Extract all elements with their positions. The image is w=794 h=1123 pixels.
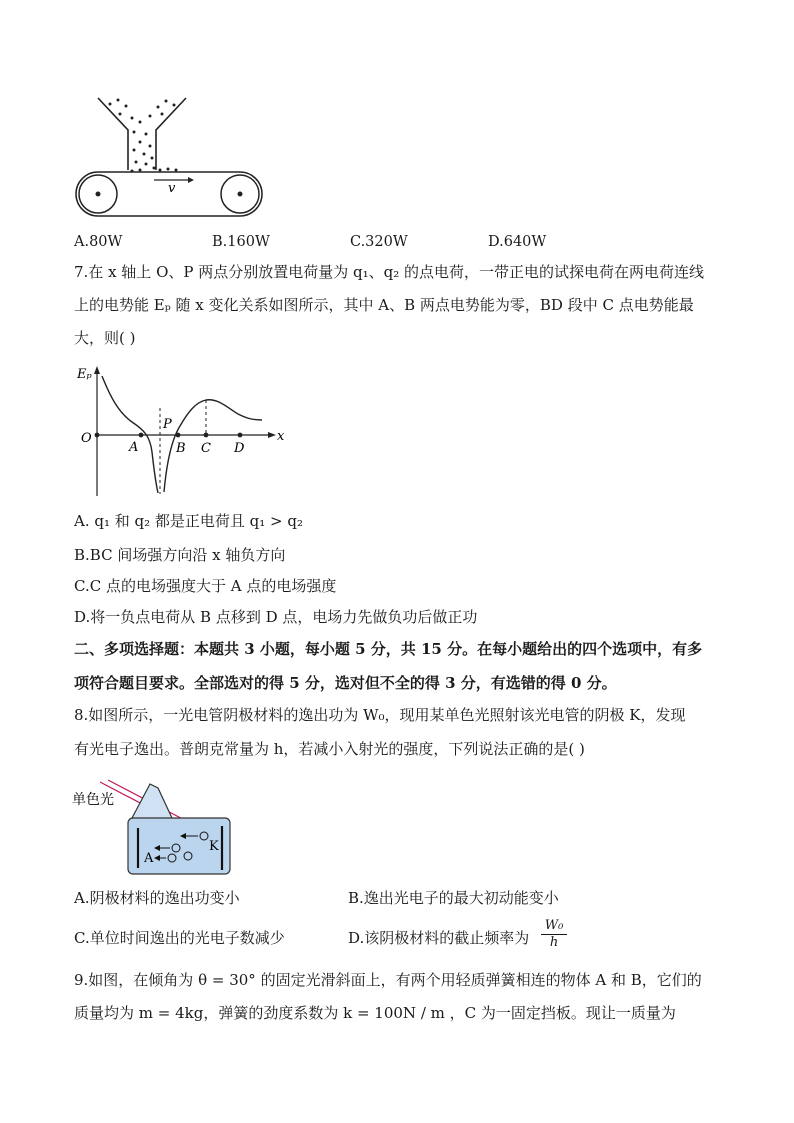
q8-option-a: A.阴极材料的逸出功变小 xyxy=(74,889,240,907)
point-p-label: P xyxy=(163,417,172,432)
light-label: 单色光 xyxy=(72,792,114,808)
q7-stem-line-1: 7.在 x 轴上 O、P 两点分别放置电荷量为 q₁、q₂ 的点电荷，一带正电的试探电荷在两电荷连线 xyxy=(74,263,705,281)
section-heading-line-1: 二、多项选择题：本题共 3 小题，每小题 5 分，共 15 分。在每小题给出的四个选项中，有多 xyxy=(74,640,703,658)
q8-stem-line-2: 有光电子逸出。普朗克常量为 h，若减小入射光的强度，下列说法正确的是( ) xyxy=(74,740,585,758)
cathode-label: K xyxy=(209,839,219,854)
q7-option-c: C.C 点的电场强度大于 A 点的电场强度 xyxy=(74,577,337,595)
q8-option-b: B.逸出光电子的最大初动能变小 xyxy=(348,889,559,907)
section-heading-line-2: 项符合题目要求。全部选对的得 5 分，选对但不全的得 3 分，有选错的得 0 分。 xyxy=(74,674,617,692)
q9-stem-line-1: 9.如图，在倾角为 θ = 30° 的固定光滑斜面上，有两个用轻质弹簧相连的物体 A 和 B，它们的 xyxy=(74,971,702,989)
q8-option-c: C.单位时间逸出的光电子数减少 xyxy=(74,929,285,947)
fraction-numerator: W₀ xyxy=(541,918,567,935)
fraction-denominator: h xyxy=(549,935,559,950)
q8-option-d: D.该阴极材料的截止频率为 xyxy=(348,929,530,947)
point-c-label: C xyxy=(201,441,211,456)
velocity-label: v xyxy=(168,181,176,196)
q6-option-c: C.320W xyxy=(350,234,408,250)
point-a-label: A xyxy=(129,440,139,455)
q6-option-d: D.640W xyxy=(488,234,547,250)
q7-stem-line-3: 大，则( ) xyxy=(74,329,136,347)
q8-stem-line-1: 8.如图所示，一光电管阴极材料的逸出功为 W₀，现用某单色光照射该光电管的阴极 K，发现 xyxy=(74,706,686,724)
conveyor-figure xyxy=(70,92,270,222)
point-d-label: D xyxy=(234,441,245,456)
anode-label: A xyxy=(144,851,154,866)
q7-option-b: B.BC 间场强方向沿 x 轴负方向 xyxy=(74,546,286,564)
q6-option-a: A.80W xyxy=(74,234,123,250)
cutoff-frequency-fraction xyxy=(541,918,567,951)
origin-label: O xyxy=(81,431,92,446)
photoelectric-tube-figure xyxy=(72,778,242,882)
q7-option-a: A. q₁ 和 q₂ 都是正电荷且 q₁ > q₂ xyxy=(74,512,304,530)
x-axis-label: x xyxy=(277,429,285,444)
q7-option-d: D.将一负点电荷从 B 点移到 D 点，电场力先做负功后做正功 xyxy=(74,608,478,626)
q6-option-b: B.160W xyxy=(212,234,270,250)
y-axis-label: Eₚ xyxy=(77,367,92,382)
q7-stem-line-2: 上的电势能 Eₚ 随 x 变化关系如图所示，其中 A、B 两点电势能为零，BD 段中 C 点电势能最 xyxy=(74,296,694,314)
point-b-label: B xyxy=(176,441,186,456)
q9-stem-line-2: 质量均为 m = 4kg，弹簧的劲度系数为 k = 100N / m ，C 为一固定挡板。现让一质量为 xyxy=(74,1004,676,1022)
potential-energy-graph xyxy=(72,360,292,500)
